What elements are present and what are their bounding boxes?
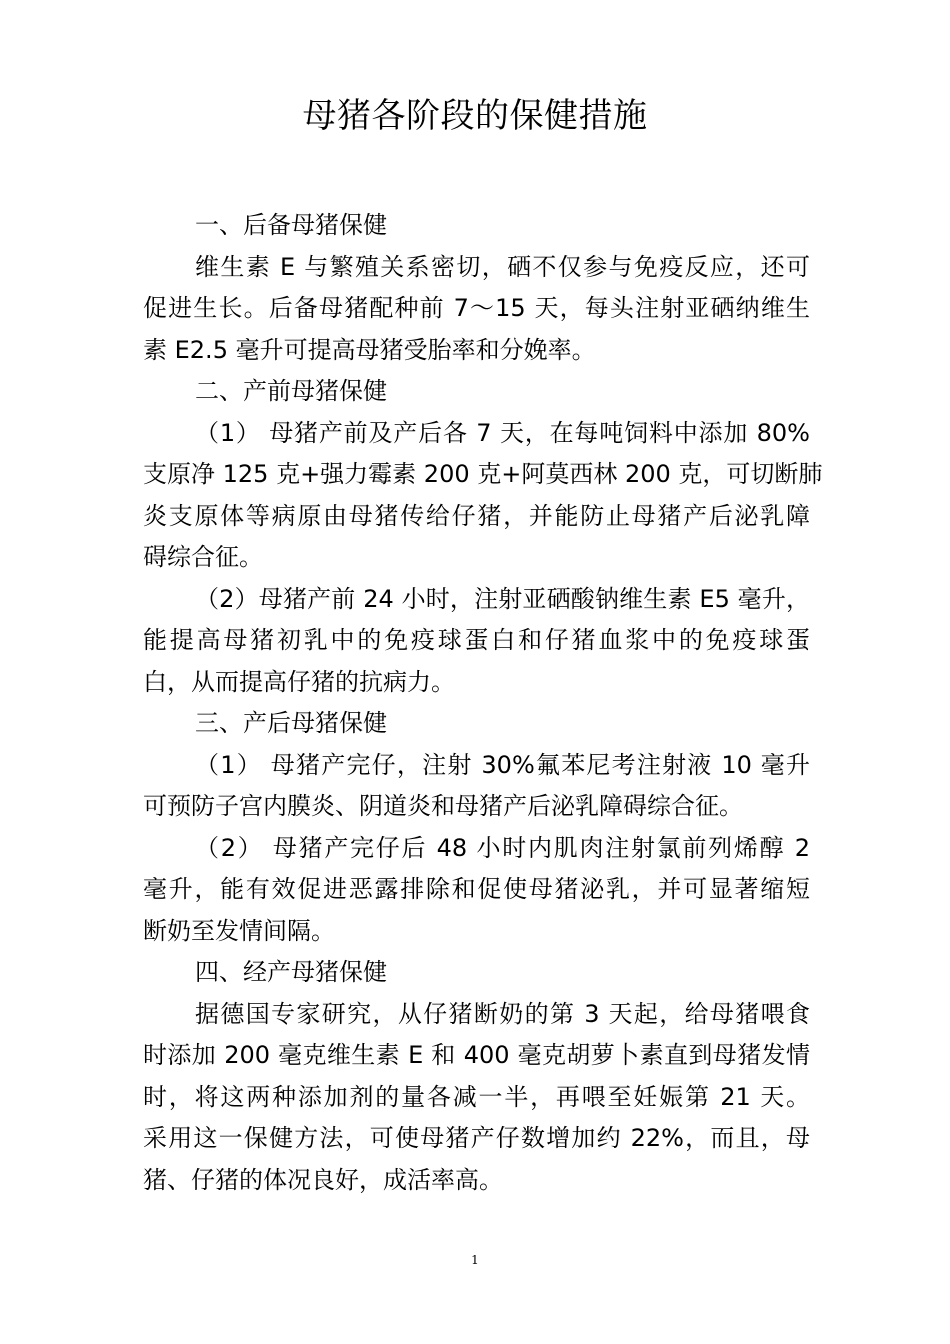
text-line: （1） 母猪产完仔，注射 30%氟苯尼考注射液 10 毫升 [195,750,810,779]
paragraph [143,745,810,828]
paragraph [143,994,810,1202]
document-body [143,205,823,1201]
text-line: 时，将这两种添加剂的量各减一半，再喂至妊娠第 21 天。 [143,1082,810,1111]
section-heading: 四、经产母猪保健 [195,958,387,986]
text-line: 据德国专家研究，从仔猪断奶的第 3 天起，给母猪喂食 [195,999,810,1028]
section-heading: 二、产前母猪保健 [195,377,387,405]
text-line: 毫升，能有效促进恶露排除和促使母猪泌乳，并可显著缩短 [143,875,810,903]
paragraph [143,828,810,953]
text-line: 猪、仔猪的体况良好，成活率高。 [143,1165,503,1194]
section-3 [143,703,810,952]
text-line: 促进生长。后备母猪配种前 7～15 天，每头注射亚硒纳维生 [143,294,810,322]
paragraph [143,579,810,704]
text-line: 能提高母猪初乳中的免疫球蛋白和仔猪血浆中的免疫球蛋 [143,626,810,654]
paragraph [143,247,810,372]
section-heading: 一、后备母猪保健 [195,211,387,239]
text-line: 支原净 125 克+强力霉素 200 克+阿莫西林 200 克，可切断肺 [143,460,823,488]
text-line: （1） 母猪产前及产后各 7 天，在每吨饲料中添加 80% [195,418,810,447]
text-line: （2） 母猪产完仔后 48 小时内肌肉注射氯前列烯醇 2 [195,833,810,862]
text-line: 碍综合征。 [143,543,263,571]
text-line: 可预防子宫内膜炎、阴道炎和母猪产后泌乳障碍综合征。 [143,792,743,820]
section-heading: 三、产后母猪保健 [195,709,387,737]
text-line: 采用这一保健方法，可使母猪产仔数增加约 22%，而且，母 [143,1124,810,1152]
text-line: 时添加 200 毫克维生素 E 和 400 毫克胡萝卜素直到母猪发情 [143,1041,810,1069]
text-line: 白，从而提高仔猪的抗病力。 [143,667,455,696]
text-line: 炎支原体等病原由母猪传给仔猪，并能防止母猪产后泌乳障 [143,501,810,530]
page-number: 1 [471,1253,479,1267]
text-line: （2）母猪产前 24 小时，注射亚硒酸钠维生素 E5 毫升， [195,584,810,613]
text-line: 维生素 E 与繁殖关系密切，硒不仅参与免疫反应，还可 [195,252,810,281]
text-line: 断奶至发情间隔。 [143,916,335,945]
section-4 [143,952,810,1201]
paragraph [143,413,823,579]
document-title: 母猪各阶段的保健措施 [302,96,648,136]
section-1 [143,205,810,371]
text-line: 素 E2.5 毫升可提高母猪受胎率和分娩率。 [143,335,596,364]
section-2 [143,371,823,703]
